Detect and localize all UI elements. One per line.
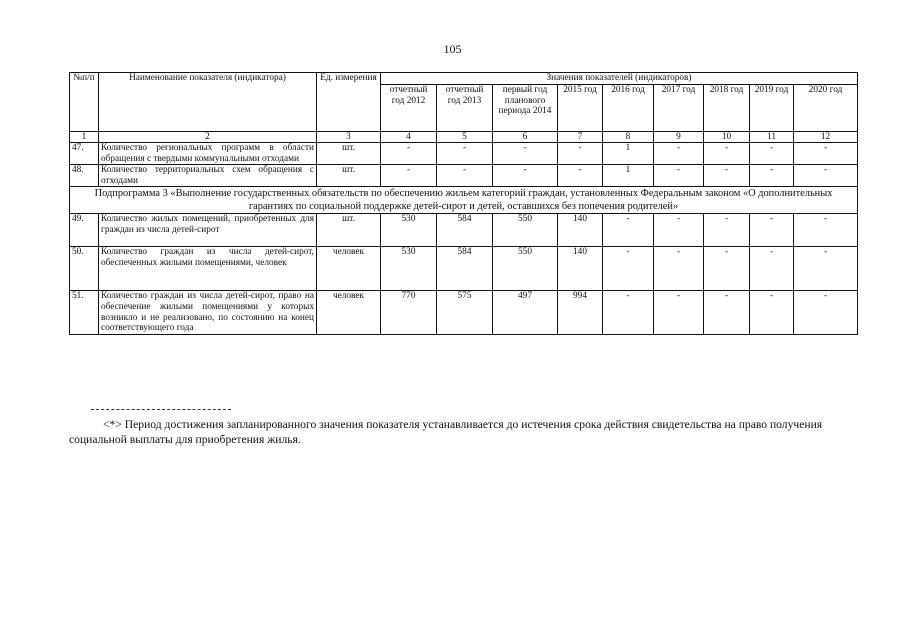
indicator-name: Количество граждан из числа детей-сирот, право на обеспечение жилыми помещениями у которых возникло и не реализовано, по состоянию на конец соответствующего года [99,291,317,334]
value-cell: 1 [603,165,654,187]
value-cell: - [437,143,493,165]
value-cell: - [750,214,794,247]
column-index: 1 [70,132,99,143]
column-index: 10 [704,132,750,143]
table-row [70,214,858,247]
value-cell: - [603,247,654,291]
header-year-2019: 2019 год [750,85,794,132]
value-cell: - [603,214,654,247]
value-cell: - [654,143,704,165]
value-cell: - [603,291,654,334]
footnote: <*> Период достижения запланированного значения показателя устанавливается до истечения срока действия свидетельства на право получения социальной выплаты для приобретения жилья. [69,418,823,446]
header-year-2015: 2015 год [558,85,603,132]
value-cell: - [794,247,858,291]
value-cell: - [794,291,858,334]
value-cell: - [750,247,794,291]
value-cell: 550 [493,247,558,291]
value-cell: 530 [381,214,437,247]
value-cell: 584 [437,214,493,247]
value-cell: 584 [437,247,493,291]
header-year-2012: отчетный год 2012 [381,85,437,132]
header-row-1 [70,73,858,85]
unit-cell: шт. [317,165,381,187]
value-cell: - [704,214,750,247]
value-cell: - [493,143,558,165]
value-cell: 994 [558,291,603,334]
indicator-name: Количество жилых помещений, приобретенных для граждан из числа детей-сирот [99,214,317,247]
value-cell: - [558,143,603,165]
column-index-row [70,132,858,143]
unit-cell: шт. [317,214,381,247]
column-index: 9 [654,132,704,143]
row-number: 49. [70,214,99,247]
value-cell: 140 [558,214,603,247]
value-cell: - [794,214,858,247]
header-year-2014: первый год планового периода 2014 [493,85,558,132]
column-index: 11 [750,132,794,143]
value-cell: - [493,165,558,187]
header-year-2013: отчетный год 2013 [437,85,493,132]
footnote-divider [91,409,231,410]
value-cell: - [654,214,704,247]
value-cell: - [654,291,704,334]
unit-cell: шт. [317,143,381,165]
value-cell: 770 [381,291,437,334]
value-cell: 575 [437,291,493,334]
table-row [70,165,858,187]
value-cell: 140 [558,247,603,291]
table-row [70,143,858,165]
row-number: 47. [70,143,99,165]
column-index: 8 [603,132,654,143]
header-year-2018: 2018 год [704,85,750,132]
header-num: №п/п [70,73,99,132]
subprogram-row [70,187,858,214]
column-index: 4 [381,132,437,143]
column-index: 2 [99,132,317,143]
value-cell: 1 [603,143,654,165]
header-values-group: Значения показателей (индикаторов) [381,73,858,85]
indicators-table [69,72,858,335]
value-cell: - [381,165,437,187]
header-year-2016: 2016 год [603,85,654,132]
row-number: 51. [70,291,99,334]
value-cell: 497 [493,291,558,334]
value-cell: 550 [493,214,558,247]
value-cell: - [654,247,704,291]
value-cell: - [558,165,603,187]
value-cell: - [750,165,794,187]
value-cell: - [794,165,858,187]
header-unit: Ед. измерения [317,73,381,132]
subprogram-title: Подпрограмма 3 «Выполнение государственных обязательств по обеспечению жильем категорий граждан, установленных Федеральным законом «О дополнительных гарантиях по социальной поддержке детей-сирот и детей, оставшихся без попечения родителей» [70,187,858,214]
column-index: 7 [558,132,603,143]
value-cell: - [704,291,750,334]
header-year-2020: 2020 год [794,85,858,132]
column-index: 3 [317,132,381,143]
indicator-name: Количество граждан из числа детей-сирот, обеспеченных жилыми помещениями, человек [99,247,317,291]
table-row [70,247,858,291]
value-cell: - [794,143,858,165]
table-row [70,291,858,334]
page-number: 105 [443,42,462,56]
value-cell: - [704,143,750,165]
value-cell: - [437,165,493,187]
row-number: 48. [70,165,99,187]
unit-cell: человек [317,291,381,334]
header-year-2017: 2017 год [654,85,704,132]
value-cell: - [750,143,794,165]
value-cell: - [654,165,704,187]
header-name: Наименование показателя (индикатора) [99,73,317,132]
row-number: 50. [70,247,99,291]
column-index: 5 [437,132,493,143]
column-index: 12 [794,132,858,143]
column-index: 6 [493,132,558,143]
indicator-name: Количество территориальных схем обращения с отходами [99,165,317,187]
value-cell: - [381,143,437,165]
value-cell: 530 [381,247,437,291]
value-cell: - [704,165,750,187]
indicator-name: Количество региональных программ в области обращения с твердыми коммунальными отходами [99,143,317,165]
value-cell: - [704,247,750,291]
unit-cell: человек [317,247,381,291]
value-cell: - [750,291,794,334]
